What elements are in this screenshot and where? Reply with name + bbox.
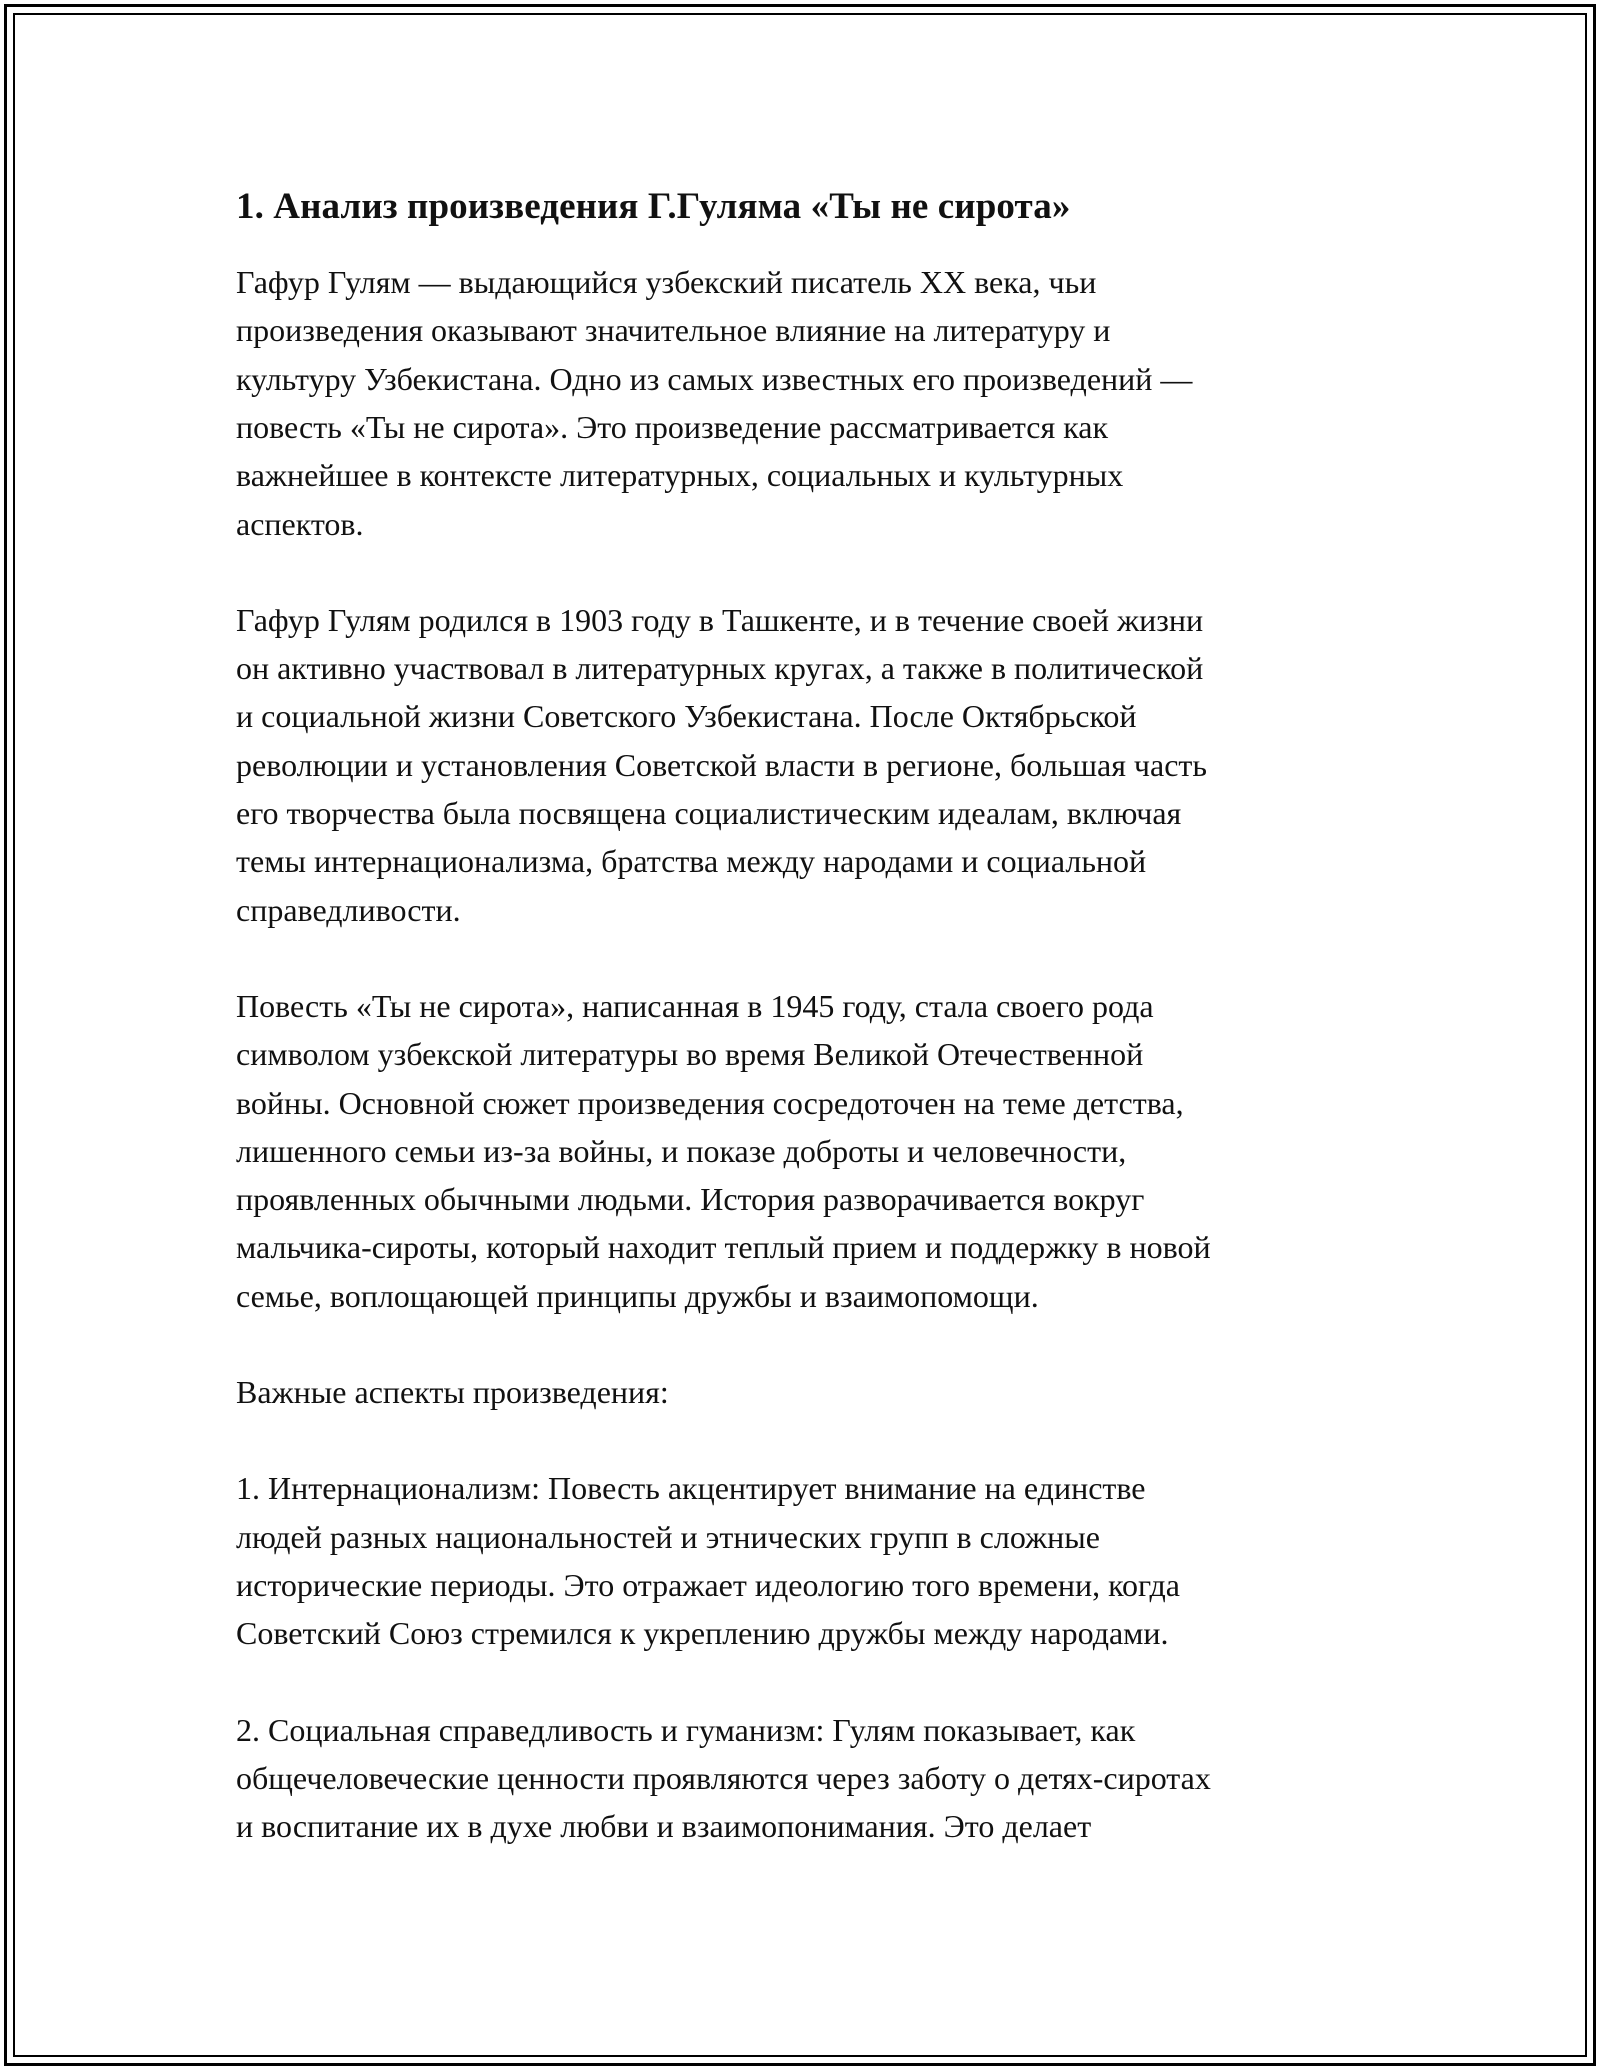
- text-line: мальчика-сироты, который находит теплый прием и поддержку в новой: [236, 1229, 1211, 1266]
- text-line: важнейшее в контексте литературных, социальных и культурных: [236, 457, 1124, 494]
- text-line: темы интернационализма, братства между народами и социальной: [236, 843, 1147, 880]
- paragraph-list: [236, 258, 1396, 1850]
- paragraph: [236, 258, 1396, 548]
- text-line: 1. Интернационализм: Повесть акцентирует внимание на единстве: [236, 1470, 1146, 1507]
- text-line: семье, воплощающей принципы дружбы и взаимопомощи.: [236, 1277, 1039, 1314]
- text-line: произведения оказывают значительное влияние на литературу и: [236, 312, 1111, 349]
- document-body: [236, 183, 1396, 1898]
- text-line: революции и установления Советской власти в регионе, большая часть: [236, 746, 1207, 783]
- paragraph: [236, 1368, 1396, 1416]
- text-line: его творчества была посвящена социалистическим идеалам, включая: [236, 795, 1182, 832]
- text-line: исторические периоды. Это отражает идеологию того времени, когда: [236, 1566, 1180, 1603]
- text-line: и воспитание их в духе любви и взаимопонимания. Это делает: [236, 1808, 1092, 1845]
- text-line: аспектов.: [236, 505, 364, 542]
- text-line: повесть «Ты не сирота». Это произведение рассматривается как: [236, 408, 1109, 445]
- text-line: 2. Социальная справедливость и гуманизм: Гулям показывает, как: [236, 1711, 1136, 1748]
- paragraph: [236, 596, 1396, 934]
- text-line: культуру Узбекистана. Одно из самых известных его произведений —: [236, 360, 1193, 397]
- text-line: Советский Союз стремился к укреплению дружбы между народами.: [236, 1615, 1169, 1652]
- text-line: Важные аспекты произведения:: [236, 1374, 669, 1411]
- text-line: людей разных национальностей и этнических групп в сложные: [236, 1518, 1100, 1555]
- text-line: Гафур Гулям — выдающийся узбекский писатель XX века, чьи: [236, 264, 1097, 301]
- paragraph: [236, 1464, 1396, 1657]
- text-line: он активно участвовал в литературных кругах, а также в политической: [236, 650, 1204, 687]
- text-line: Гафур Гулям родился в 1903 году в Ташкенте, и в течение своей жизни: [236, 601, 1204, 638]
- paragraph: [236, 1706, 1396, 1851]
- text-line: и социальной жизни Советского Узбекистана. После Октябрьской: [236, 698, 1137, 735]
- document-title: 1. Анализ произведения Г.Гуляма «Ты не сирота»: [236, 186, 1071, 227]
- text-line: проявленных обычными людьми. История разворачивается вокруг: [236, 1181, 1145, 1218]
- text-line: войны. Основной сюжет произведения сосредоточен на теме детства,: [236, 1084, 1184, 1121]
- paragraph: [236, 982, 1396, 1320]
- text-line: лишенного семьи из-за войны, и показе доброты и человечности,: [236, 1132, 1127, 1169]
- text-line: общечеловеческие ценности проявляются через заботу о детях-сиротах: [236, 1759, 1211, 1796]
- text-line: справедливости.: [236, 891, 461, 928]
- text-line: Повесть «Ты не сирота», написанная в 1945 году, стала своего рода: [236, 987, 1154, 1024]
- text-line: символом узбекской литературы во время Великой Отечественной: [236, 1036, 1144, 1073]
